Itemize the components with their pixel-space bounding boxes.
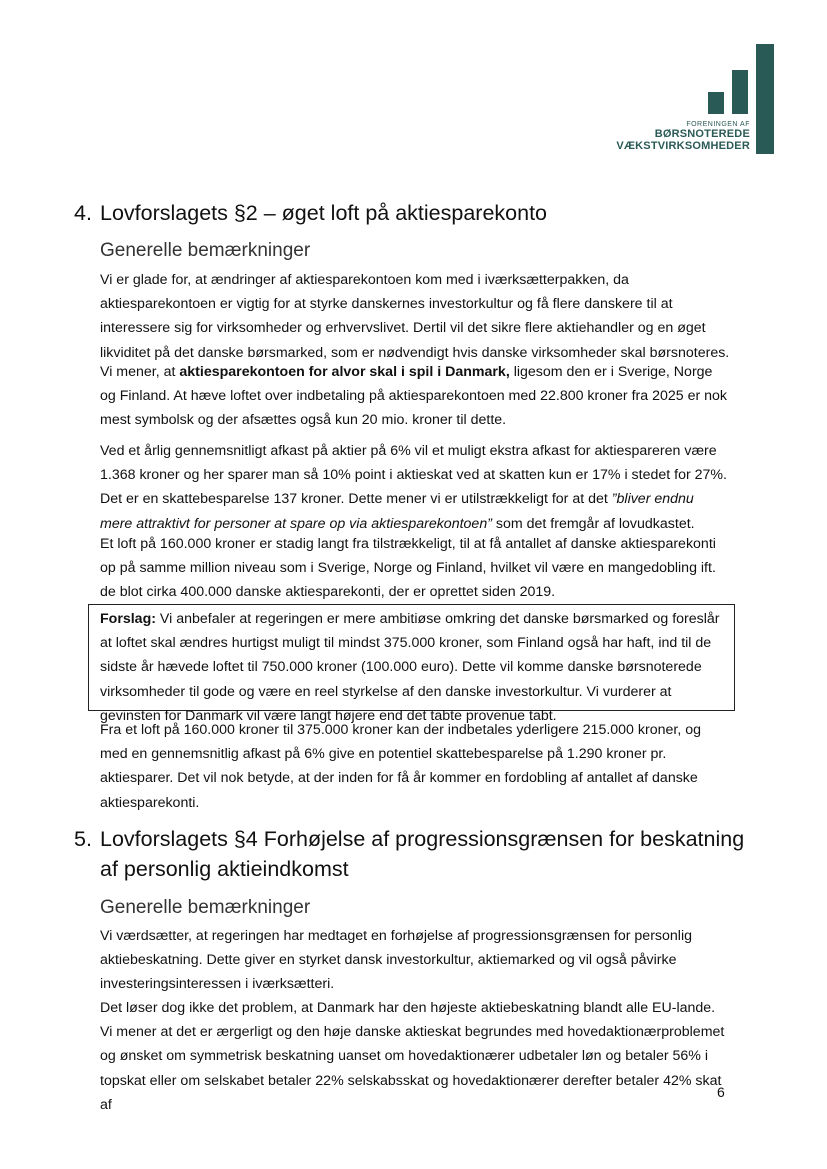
proposal-box: [88, 604, 735, 724]
section-4-paragraph-4: Et loft på 160.000 kroner er stadig langt fra tilstrækkeligt, til at få antallet af danske aktiesparekonti op på samme million niveau som i Sverige, Norge og Finland, hvilket vil være en mangedobling ift. de blot cirka 400.000 danske aktiesparekonti, der er oprettet siden 2019.: [100, 536, 716, 601]
quote-text: ”bliver endnu mere attraktivt for personer at spare op via aktiesparekontoen”: [100, 491, 694, 532]
proposal-label: Forslag:: [100, 611, 156, 627]
section-5-subheading: Generelle bemærkninger: [100, 897, 311, 918]
logo-line-1: FORENINGEN AF: [686, 121, 750, 128]
section-5-heading: [74, 824, 764, 884]
section-5-title: Lovforslagets §4 Forhøjelse af progressionsgrænsen for beskatning af personlig aktieindkomst: [100, 827, 745, 881]
section-4-title: Lovforslagets §2 – øget loft på aktiesparekonto: [100, 201, 547, 225]
logo-line-2: BØRSNOTEREDE: [654, 128, 750, 140]
logo-line-3: VÆKSTVIRKSOMHEDER: [616, 140, 750, 152]
section-5-paragraph-1: Vi værdsætter, at regeringen har medtaget en forhøjelse af progressionsgrænsen for personlig aktiebeskatning. Dette giver en styrket dansk investorkultur, aktiemarked og vil også påvirke investeringsinteressen i iværksætteri.: [100, 928, 692, 993]
section-4-paragraph-2: Vi mener, at aktiesparekontoen for alvor skal i spil i Danmark, ligesom den er i Sverige, Norge og Finland. At hæve loftet over indbetaling på aktiesparekontoen med 22.800 kroner fra 2025 er nok mest symbolsk og der afsættes også kun 20 mio. kroner til dette.: [100, 364, 728, 429]
logo: [600, 44, 778, 156]
section-4-heading: [74, 198, 764, 228]
page-number: 6: [717, 1084, 725, 1100]
section-4-subheading: Generelle bemærkninger: [100, 240, 311, 261]
section-4-paragraph-3: Ved et årlig gennemsnitligt afkast på aktier på 6% vil et muligt ekstra afkast for aktiespareren være 1.368 kroner og her sparer man så 10% point i aktieskat ved at skatten kun er 17% i stedet for 27%. Det er en skattebesparelse 137 kroner. Dette mener vi er utilstrækkeligt for at det ”bliver endnu mere attraktivt for personer at spare op via aktiesparekontoen” som det fremgår af lovudkastet.: [100, 443, 727, 532]
section-4-paragraph-5: Fra et loft på 160.000 kroner til 375.000 kroner kan der indbetales yderligere 215.000 kroner, og med en gennemsnitlig afkast på 6% give en potentiel skattebesparelse på 1.290 kroner pr. aktiesparer. Det vil nok betyde, at der inden for få år kommer en fordobling af antallet af danske aktiesparekonti.: [100, 722, 701, 811]
section-4-paragraph-1: Vi er glade for, at ændringer af aktiesparekontoen kom med i iværksætterpakken, da aktiesparekontoen er vigtig for at styrke danskernes investorkultur og få flere danskere til at interessere sig for virksomheder og erhvervslivet. Dertil vil det sikre flere aktiehandler og en øget likviditet på det danske børsmarked, som er nødvendigt hvis danske virksomheder skal børsnoteres.: [100, 272, 730, 361]
emphasis-text: aktiesparekontoen for alvor skal i spil i Danmark,: [179, 364, 510, 380]
logo-bar-1: [708, 92, 724, 114]
logo-bar-2: [732, 70, 748, 114]
logo-bar-3: [756, 44, 774, 154]
proposal-text: Forslag: Vi anbefaler at regeringen er mere ambitiøse omkring det danske børsmarked og foreslår at loftet skal ændres hurtigst muligt til mindst 375.000 kroner, som Finland også har haft, ind til de sidste år hævede loftet til 750.000 kroner (100.000 euro). Dette vil komme danske børsnoterede virksomheder til gode og være en reel styrkelse af den danske investorkultur. Vi vurderer at gevinsten for Danmark vil være langt højere end det tabte provenue tabt.: [100, 611, 720, 724]
section-4-number: 4.: [74, 201, 92, 225]
section-5-number: 5.: [74, 827, 92, 851]
section-5-paragraph-2: Det løser dog ikke det problem, at Danmark har den højeste aktiebeskatning blandt alle EU-lande. Vi mener at det er ærgerligt og den høje danske aktieskat begrundes med hovedaktionærproblemet og ønsket om symmetrisk beskatning uanset om hovedaktionærer udbetaler løn og betaler 56% i topskat eller om selskabet betaler 22% selskabsskat og hovedaktionærer derefter betaler 42% skat af: [100, 1000, 725, 1113]
